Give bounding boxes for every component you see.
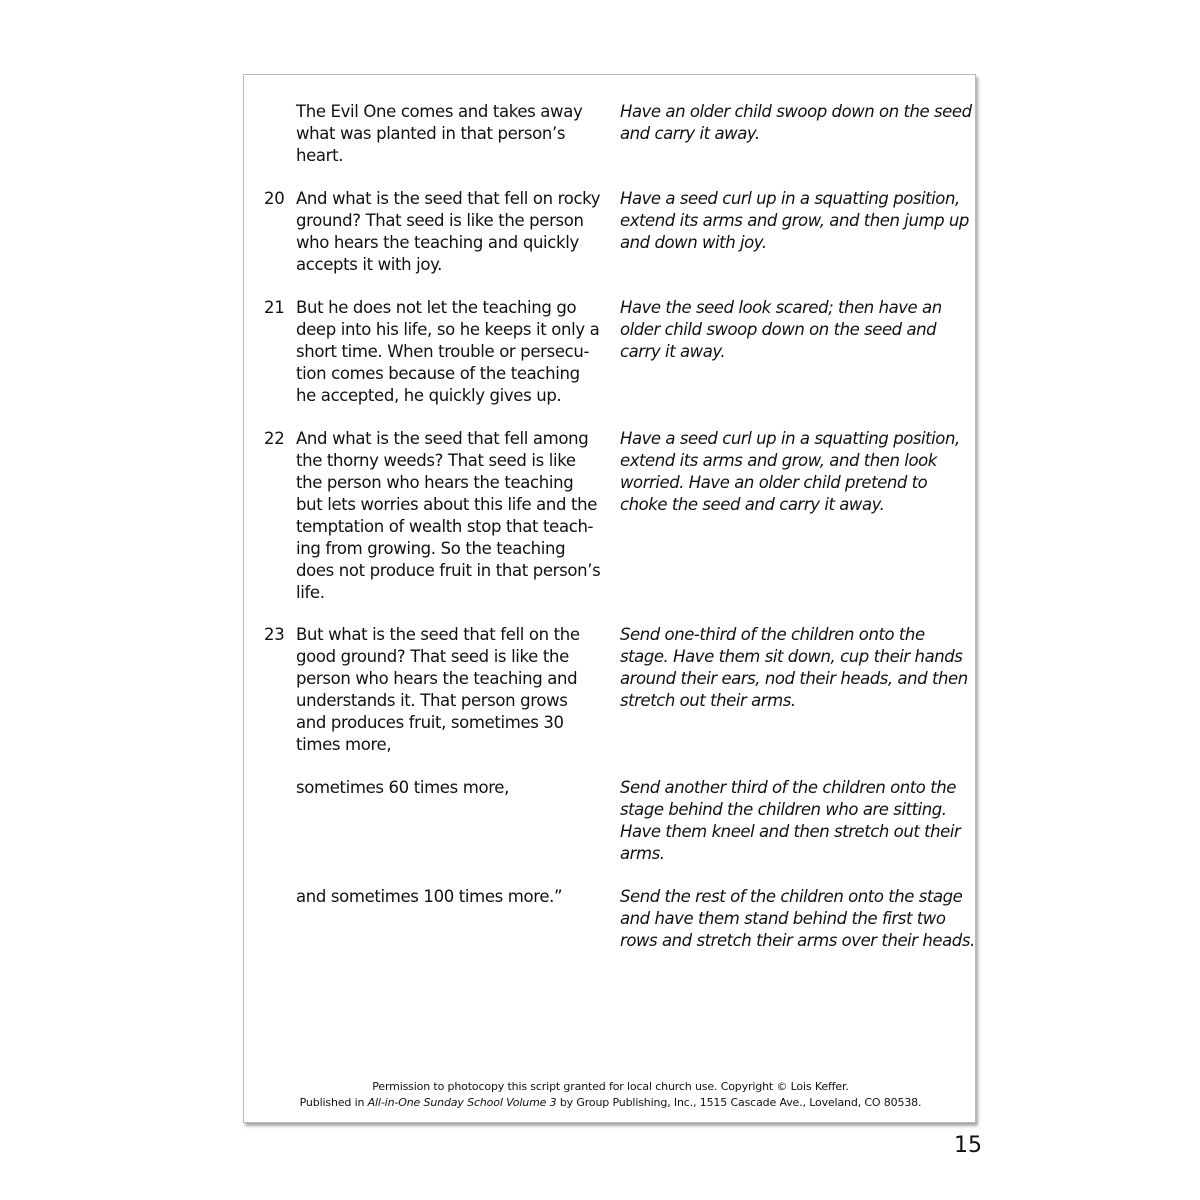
stage-direction-line: and have them stand behind the first two — [620, 909, 946, 928]
stage-direction-line: Have a seed curl up in a squatting position, — [620, 429, 960, 448]
verse-number: 22 — [264, 429, 285, 448]
script-text-line: accepts it with joy. — [296, 255, 443, 274]
stage-direction-line: Send one-third of the children onto the — [620, 625, 925, 644]
stage-direction-line: arms. — [620, 844, 665, 863]
stage-direction-line: older child swoop down on the seed and — [620, 320, 937, 339]
stage-direction-line: worried. Have an older child pretend to — [620, 473, 928, 492]
script-text-line: he accepted, he quickly gives up. — [296, 386, 562, 405]
stage-direction-line: Have them kneel and then stretch out their — [620, 822, 961, 841]
stage-direction-line: Send the rest of the children onto the stage — [620, 887, 963, 906]
script-text-line: good ground? That seed is like the — [296, 647, 569, 666]
script-text-line: life. — [296, 583, 325, 602]
script-text-line: heart. — [296, 146, 344, 165]
script-text-line: the person who hears the teaching — [296, 473, 574, 492]
script-text-line: and sometimes 100 times more.” — [296, 887, 563, 906]
script-text-line: tion comes because of the teaching — [296, 364, 580, 383]
stage-direction-line: stage. Have them sit down, cup their hands — [620, 647, 963, 666]
copyright-line: Permission to photocopy this script granted for local church use. Copyright © Lois Keffer. — [372, 1080, 849, 1093]
stage-direction-line: stage behind the children who are sitting. — [620, 800, 947, 819]
stage-direction-line: extend its arms and grow, and then jump up — [620, 211, 969, 230]
publisher-suffix: by Group Publishing, Inc., 1515 Cascade Ave., Loveland, CO 80538. — [556, 1096, 922, 1109]
script-text-line: but lets worries about this life and the — [296, 495, 598, 514]
script-text-line: temptation of wealth stop that teach- — [296, 517, 594, 536]
script-text-line: times more, — [296, 735, 392, 754]
verse-number: 20 — [264, 189, 285, 208]
stage-direction-line: stretch out their arms. — [620, 691, 796, 710]
stage-direction-line: Have an older child swoop down on the seed — [620, 102, 972, 121]
publisher-prefix: Published in — [299, 1096, 368, 1109]
stage-direction-line: Have a seed curl up in a squatting position, — [620, 189, 960, 208]
book-title: All-in-One Sunday School Volume 3 — [367, 1096, 557, 1109]
script-text-line: understands it. That person grows — [296, 691, 568, 710]
script-text-line: ing from growing. So the teaching — [296, 539, 566, 558]
stage-direction-line: and down with joy. — [620, 233, 767, 252]
script-text-line: does not produce fruit in that person’s — [296, 561, 601, 580]
script-page — [243, 74, 976, 1123]
script-text-line: what was planted in that person’s — [296, 124, 566, 143]
stage-direction-line: Have the seed look scared; then have an — [620, 298, 942, 317]
stage-direction-line: carry it away. — [620, 342, 726, 361]
script-text-line: But he does not let the teaching go — [296, 298, 577, 317]
script-text-line: deep into his life, so he keeps it only a — [296, 320, 600, 339]
stage-direction-line: choke the seed and carry it away. — [620, 495, 885, 514]
script-text-line: ground? That seed is like the person — [296, 211, 584, 230]
verse-number: 23 — [264, 625, 285, 644]
script-text-line: the thorny weeds? That seed is like — [296, 451, 576, 470]
stage-direction-line: around their ears, nod their heads, and then — [620, 669, 968, 688]
script-text-line: and produces fruit, sometimes 30 — [296, 713, 564, 732]
stage-direction-line: rows and stretch their arms over their heads. — [620, 931, 975, 950]
stage-direction-line: Send another third of the children onto the — [620, 778, 956, 797]
script-text-line: And what is the seed that fell among — [296, 429, 589, 448]
script-text-line: But what is the seed that fell on the — [296, 625, 580, 644]
page-number: 15 — [954, 1133, 982, 1158]
copyright-footer — [244, 1079, 977, 1111]
script-text-line: who hears the teaching and quickly — [296, 233, 579, 252]
script-text-line: And what is the seed that fell on rocky — [296, 189, 601, 208]
stage-direction-line: extend its arms and grow, and then look — [620, 451, 937, 470]
script-text-line: person who hears the teaching and — [296, 669, 578, 688]
publisher-line — [244, 1095, 977, 1111]
stage-direction-line: and carry it away. — [620, 124, 760, 143]
script-text-line: The Evil One comes and takes away — [296, 102, 583, 121]
script-text-line: short time. When trouble or persecu- — [296, 342, 590, 361]
verse-number: 21 — [264, 298, 285, 317]
script-text-line: sometimes 60 times more, — [296, 778, 509, 797]
